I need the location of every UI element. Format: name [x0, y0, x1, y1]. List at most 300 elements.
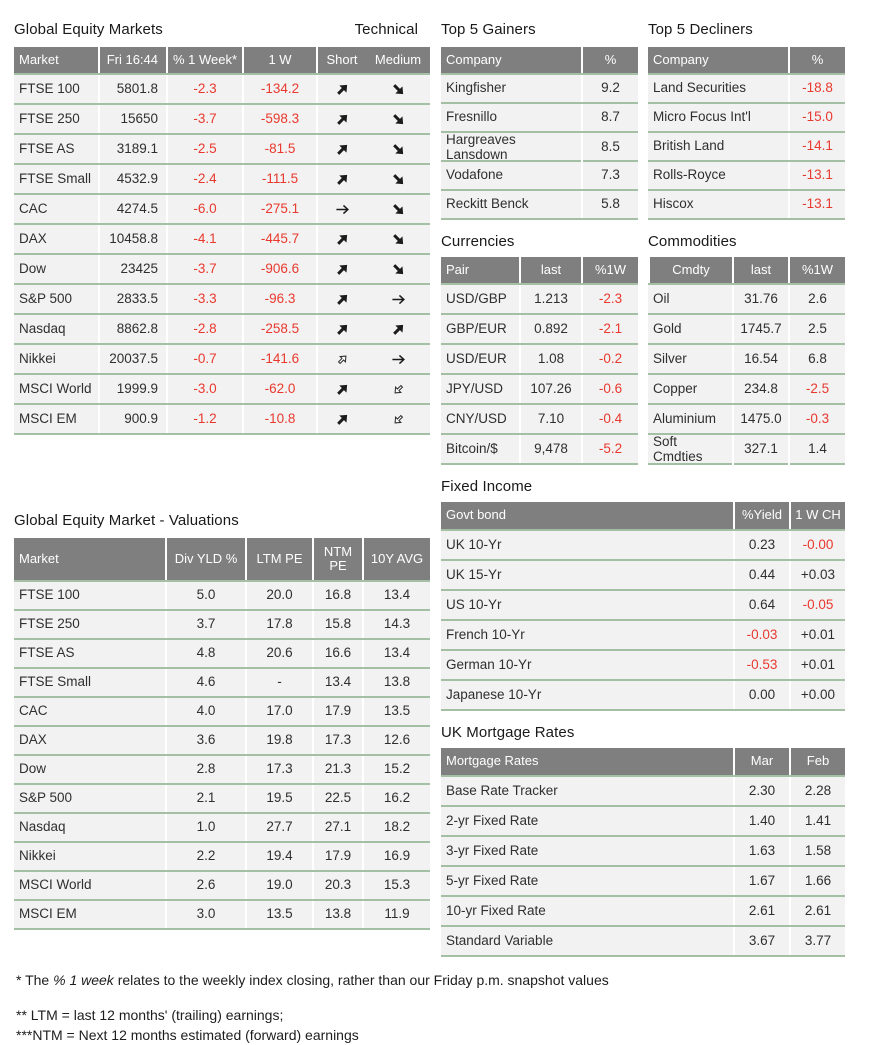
market-label: FTSE 100 — [19, 80, 80, 96]
arrow-up-right-icon — [387, 318, 408, 339]
fixed-income-table-row — [441, 589, 845, 619]
company-label: Micro Focus Int'l — [653, 109, 751, 125]
bond-label: German 10-Yr — [446, 656, 532, 672]
arrow-up-right-icon — [331, 108, 352, 129]
ntm-pe-value: 17.9 — [312, 698, 362, 725]
pct-change-value: -13.1 — [788, 191, 845, 218]
pct-1-week-value: -0.7 — [166, 345, 242, 373]
footnote-1-suffix: relates to the weekly index closing, rather than our Friday p.m. snapshot values — [113, 972, 609, 988]
last-value: 1475.0 — [732, 405, 788, 433]
equity-table-row — [14, 403, 430, 433]
gainers-header-pct: % — [581, 47, 638, 73]
ltm-pe-value: 17.3 — [245, 756, 312, 783]
market-label: DAX — [19, 230, 47, 246]
10y-avg-value: 15.2 — [362, 756, 430, 783]
val-header-ntmpe: NTM PE — [312, 538, 362, 580]
1w-change-value: -141.6 — [242, 345, 316, 373]
decliners-table — [648, 47, 845, 220]
last-value: 9,478 — [519, 435, 581, 463]
ltm-pe-value: 19.0 — [245, 872, 312, 899]
market-label: S&P 500 — [19, 790, 73, 806]
yield-value: 0.64 — [733, 591, 789, 619]
fixed-income-table-row — [441, 619, 845, 649]
decliners-table-row — [648, 189, 845, 218]
medium-term-arrow — [366, 375, 430, 403]
ntm-pe-value: 15.8 — [312, 611, 362, 638]
mar-rate-value: 1.67 — [733, 867, 789, 895]
last-price-value: 2833.5 — [98, 285, 166, 313]
company-label: Fresnillo — [446, 109, 498, 125]
market-label: Dow — [19, 260, 47, 276]
ltm-pe-value: 27.7 — [245, 814, 312, 841]
valuations-table-row — [14, 841, 430, 870]
short-term-arrow — [316, 105, 366, 133]
pct-change-value: 8.7 — [581, 104, 638, 131]
pct-1w-value: 1.4 — [788, 435, 845, 465]
market-label: Dow — [19, 761, 47, 777]
1w-change-value: -445.7 — [242, 225, 316, 253]
mortgage-header-name: Mortgage Rates — [446, 753, 539, 769]
last-value: 16.54 — [732, 345, 788, 373]
commodity-label: Aluminium — [653, 410, 717, 426]
last-price-value: 900.9 — [98, 405, 166, 433]
10y-avg-value: 16.2 — [362, 785, 430, 812]
ntm-pe-value: 22.5 — [312, 785, 362, 812]
commodities-header-pct1w: %1W — [788, 257, 845, 283]
mortgage-header-row — [441, 748, 845, 775]
mortgage-table-row — [441, 865, 845, 895]
commodity-label: Silver — [653, 350, 687, 366]
valuations-table-row — [14, 783, 430, 812]
arrow-up-right-icon — [331, 288, 352, 309]
commodities-table-row — [648, 403, 845, 433]
1w-change-value: -10.8 — [242, 405, 316, 433]
10y-avg-value: 16.9 — [362, 843, 430, 870]
market-label: Nikkei — [19, 848, 56, 864]
commodities-table-row — [648, 343, 845, 373]
currencies-header-last: last — [519, 257, 581, 283]
1w-change-value: -0.00 — [789, 531, 845, 559]
pair-label: USD/GBP — [446, 290, 507, 306]
pct-1-week-value: -1.2 — [166, 405, 242, 433]
arrow-up-right-icon — [331, 408, 352, 429]
short-term-arrow — [316, 375, 366, 403]
footnote-pct-1-week — [16, 971, 845, 990]
short-term-arrow — [316, 255, 366, 283]
div-yield-value: 2.6 — [165, 872, 245, 899]
div-yield-value: 2.8 — [165, 756, 245, 783]
short-term-arrow — [316, 315, 366, 343]
1w-change-value: +0.03 — [789, 561, 845, 589]
mortgage-header-mar: Mar — [733, 748, 789, 775]
pct-change-value: 5.8 — [581, 191, 638, 218]
div-yield-value: 1.0 — [165, 814, 245, 841]
last-price-value: 5801.8 — [98, 75, 166, 103]
val-header-ltmpe: LTM PE — [245, 538, 312, 580]
pct-1-week-value: -2.5 — [166, 135, 242, 163]
gainers-table-row — [441, 131, 638, 160]
last-price-value: 1999.9 — [98, 375, 166, 403]
feb-rate-value: 1.66 — [789, 867, 845, 895]
arrow-right-icon — [391, 292, 406, 307]
10y-avg-value: 13.4 — [362, 582, 430, 609]
valuations-table-row — [14, 580, 430, 609]
pct-1-week-value: -6.0 — [166, 195, 242, 223]
last-price-value: 20037.5 — [98, 345, 166, 373]
decliners-table-row — [648, 160, 845, 189]
medium-term-arrow — [366, 255, 430, 283]
pct-change-value: -14.1 — [788, 133, 845, 160]
commodity-label: Oil — [653, 290, 670, 306]
ltm-pe-value: 19.8 — [245, 727, 312, 754]
market-label: FTSE AS — [19, 645, 75, 661]
valuations-table-row — [14, 725, 430, 754]
10y-avg-value: 15.3 — [362, 872, 430, 899]
fi-header-1wch: 1 W CH — [789, 502, 845, 529]
equity-header-market: Market — [19, 51, 59, 67]
ltm-pe-value: 20.6 — [245, 640, 312, 667]
ltm-pe-value: 17.8 — [245, 611, 312, 638]
yield-value: -0.53 — [733, 651, 789, 679]
commodities-table-row — [648, 313, 845, 343]
10y-avg-value: 13.4 — [362, 640, 430, 667]
market-label: S&P 500 — [19, 290, 73, 306]
feb-rate-value: 3.77 — [789, 927, 845, 955]
company-label: Hiscox — [653, 196, 694, 212]
ntm-pe-value: 17.3 — [312, 727, 362, 754]
market-label: FTSE 250 — [19, 616, 80, 632]
1w-change-value: +0.01 — [789, 621, 845, 649]
gainers-table — [441, 47, 638, 220]
1w-change-value: -62.0 — [242, 375, 316, 403]
div-yield-value: 5.0 — [165, 582, 245, 609]
gainers-table-row — [441, 102, 638, 131]
fixed-income-table-row — [441, 559, 845, 589]
arrow-down-right-icon — [387, 198, 408, 219]
bond-label: Japanese 10-Yr — [446, 686, 542, 702]
decliners-section-title: Top 5 Decliners — [648, 21, 753, 38]
gainers-table-row — [441, 73, 638, 102]
pct-1-week-value: -3.7 — [166, 255, 242, 283]
ntm-pe-value: 16.6 — [312, 640, 362, 667]
last-price-value: 8862.8 — [98, 315, 166, 343]
mortgage-product-label: 5-yr Fixed Rate — [446, 872, 539, 888]
right-column — [441, 47, 845, 957]
bond-label: UK 10-Yr — [446, 536, 502, 552]
10y-avg-value: 18.2 — [362, 814, 430, 841]
last-price-value: 15650 — [98, 105, 166, 133]
market-label: FTSE Small — [19, 170, 92, 186]
gainers-header-row — [441, 47, 638, 73]
arrow-up-right-icon — [331, 138, 352, 159]
mortgage-table-row — [441, 835, 845, 865]
medium-term-arrow — [366, 225, 430, 253]
mar-rate-value: 1.63 — [733, 837, 789, 865]
mar-rate-value: 3.67 — [733, 927, 789, 955]
valuations-table-row — [14, 870, 430, 899]
pct-1w-value: -0.3 — [788, 405, 845, 433]
market-label: CAC — [19, 200, 48, 216]
pair-label: CNY/USD — [446, 410, 507, 426]
valuations-section-title: Global Equity Market - Valuations — [14, 512, 239, 529]
pct-1w-value: -0.2 — [581, 345, 638, 373]
market-label: CAC — [19, 703, 48, 719]
equity-header-1w: 1 W — [242, 47, 316, 73]
arrow-right-icon — [391, 352, 406, 367]
equity-table-row — [14, 253, 430, 283]
commodity-label: Soft Cmdties — [653, 434, 703, 464]
company-label: Reckitt Benck — [446, 196, 529, 212]
equity-header-fri: Fri 16:44 — [98, 47, 166, 73]
currencies-table-row — [441, 343, 638, 373]
short-term-arrow — [316, 75, 366, 103]
ltm-pe-value: 19.4 — [245, 843, 312, 870]
pct-change-value: -18.8 — [788, 75, 845, 102]
decliners-table-row — [648, 131, 845, 160]
fixed-income-table — [441, 502, 845, 711]
currencies-table-row — [441, 283, 638, 313]
ltm-pe-value: 20.0 — [245, 582, 312, 609]
ltm-pe-value: - — [245, 669, 312, 696]
pct-1w-value: 2.5 — [788, 315, 845, 343]
feb-rate-value: 2.61 — [789, 897, 845, 925]
equity-header-row — [14, 47, 430, 73]
arrow-up-right-icon — [331, 318, 352, 339]
medium-term-arrow — [366, 165, 430, 193]
div-yield-value: 2.1 — [165, 785, 245, 812]
left-column — [14, 47, 430, 930]
market-label: MSCI EM — [19, 410, 77, 426]
gainers-table-row — [441, 160, 638, 189]
arrow-up-right-icon — [331, 228, 352, 249]
currencies-table-row — [441, 373, 638, 403]
arrow-down-right-icon — [387, 138, 408, 159]
market-label: MSCI World — [19, 877, 92, 893]
footnotes — [14, 971, 845, 1045]
1w-change-value: -111.5 — [242, 165, 316, 193]
arrow-down-right-icon — [387, 78, 408, 99]
medium-term-arrow — [366, 195, 430, 223]
commodities-header-cmdty: Cmdty — [648, 257, 732, 283]
1w-change-value: -906.6 — [242, 255, 316, 283]
arrow-right-icon — [335, 202, 350, 217]
last-value: 234.8 — [732, 375, 788, 403]
equity-header-pct1week: % 1 Week* — [166, 47, 242, 73]
10y-avg-value: 13.8 — [362, 669, 430, 696]
commodities-table — [648, 257, 845, 465]
mortgage-table-row — [441, 895, 845, 925]
decliners-table-row — [648, 102, 845, 131]
currencies-header-pair: Pair — [446, 261, 470, 277]
arrow-down-right-icon — [387, 258, 408, 279]
short-term-arrow — [316, 135, 366, 163]
1w-change-value: -96.3 — [242, 285, 316, 313]
short-term-arrow — [316, 405, 366, 433]
valuations-table-row — [14, 638, 430, 667]
company-label: Hargreaves Lansdown — [446, 132, 516, 162]
fi-header-govtbond: Govt bond — [446, 507, 506, 523]
market-label: FTSE Small — [19, 674, 92, 690]
company-label: Vodafone — [446, 167, 504, 183]
market-label: Nasdaq — [19, 819, 66, 835]
pct-1w-value: -0.4 — [581, 405, 638, 433]
market-label: FTSE AS — [19, 140, 75, 156]
arrow-down-left-hollow-icon — [390, 381, 406, 397]
footnote-ltm-ntm — [16, 1005, 845, 1045]
mortgage-product-label: 2-yr Fixed Rate — [446, 812, 539, 828]
pct-1-week-value: -2.4 — [166, 165, 242, 193]
company-label: Land Securities — [653, 80, 747, 96]
valuations-table — [14, 538, 430, 930]
last-value: 0.892 — [519, 315, 581, 343]
decliners-header-row — [648, 47, 845, 73]
div-yield-value: 4.8 — [165, 640, 245, 667]
pct-1w-value: -2.3 — [581, 285, 638, 313]
1w-change-value: -258.5 — [242, 315, 316, 343]
equity-table-row — [14, 223, 430, 253]
commodities-section-title: Commodities — [648, 233, 737, 250]
pct-1w-value: -2.5 — [788, 375, 845, 403]
pct-1w-value: -2.1 — [581, 315, 638, 343]
pct-1-week-value: -3.3 — [166, 285, 242, 313]
mortgage-table — [441, 748, 845, 957]
pct-1w-value: 2.6 — [788, 285, 845, 313]
valuations-table-row — [14, 696, 430, 725]
val-header-divyld: Div YLD % — [165, 538, 245, 580]
last-value: 107.26 — [519, 375, 581, 403]
pct-change-value: -15.0 — [788, 104, 845, 131]
last-value: 1.213 — [519, 285, 581, 313]
yield-value: 0.44 — [733, 561, 789, 589]
market-label: MSCI EM — [19, 906, 77, 922]
div-yield-value: 4.6 — [165, 669, 245, 696]
1w-change-value: -81.5 — [242, 135, 316, 163]
equity-table-row — [14, 73, 430, 103]
valuations-table-row — [14, 899, 430, 928]
div-yield-value: 3.0 — [165, 901, 245, 928]
ntm-pe-value: 20.3 — [312, 872, 362, 899]
arrow-down-right-icon — [387, 228, 408, 249]
mortgage-product-label: Standard Variable — [446, 932, 554, 948]
arrow-up-right-icon — [331, 168, 352, 189]
footnote-1-prefix: * The — [16, 972, 54, 988]
short-term-arrow — [316, 285, 366, 313]
medium-term-arrow — [366, 105, 430, 133]
pct-1-week-value: -2.3 — [166, 75, 242, 103]
10y-avg-value: 12.6 — [362, 727, 430, 754]
div-yield-value: 3.6 — [165, 727, 245, 754]
valuations-table-row — [14, 667, 430, 696]
arrow-up-right-icon — [331, 378, 352, 399]
mortgage-product-label: 10-yr Fixed Rate — [446, 902, 546, 918]
medium-term-arrow — [366, 135, 430, 163]
currencies-header-row — [441, 257, 638, 283]
commodity-label: Gold — [653, 320, 682, 336]
arrow-down-right-icon — [387, 108, 408, 129]
market-label: MSCI World — [19, 380, 92, 396]
last-value: 31.76 — [732, 285, 788, 313]
ntm-pe-value: 16.8 — [312, 582, 362, 609]
last-price-value: 3189.1 — [98, 135, 166, 163]
footnote-ntm: ***NTM = Next 12 months estimated (forward) earnings — [16, 1027, 359, 1043]
pair-label: USD/EUR — [446, 350, 507, 366]
medium-term-arrow — [366, 405, 430, 433]
medium-term-arrow — [366, 315, 430, 343]
ntm-pe-value: 13.4 — [312, 669, 362, 696]
10y-avg-value: 14.3 — [362, 611, 430, 638]
fixed-income-section-title: Fixed Income — [441, 478, 533, 495]
mortgage-product-label: Base Rate Tracker — [446, 782, 558, 798]
equity-header-short: Short — [316, 47, 366, 73]
mortgage-section-title: UK Mortgage Rates — [441, 724, 575, 741]
ntm-pe-value: 21.3 — [312, 756, 362, 783]
pair-label: Bitcoin/$ — [446, 440, 498, 456]
currencies-section-title: Currencies — [441, 233, 515, 250]
last-value: 1745.7 — [732, 315, 788, 343]
company-label: Kingfisher — [446, 80, 507, 96]
valuations-table-row — [14, 754, 430, 783]
pair-label: JPY/USD — [446, 380, 504, 396]
medium-term-arrow — [366, 285, 430, 313]
10y-avg-value: 11.9 — [362, 901, 430, 928]
decliners-table-row — [648, 73, 845, 102]
last-value: 7.10 — [519, 405, 581, 433]
feb-rate-value: 1.58 — [789, 837, 845, 865]
commodities-table-row — [648, 283, 845, 313]
bond-label: UK 15-Yr — [446, 566, 502, 582]
1w-change-value: +0.01 — [789, 651, 845, 679]
market-label: Nikkei — [19, 350, 56, 366]
mortgage-table-row — [441, 775, 845, 805]
div-yield-value: 3.7 — [165, 611, 245, 638]
decliners-header-pct: % — [788, 47, 845, 73]
fi-header-yield: %Yield — [733, 502, 789, 529]
arrow-up-right-hollow-icon — [334, 351, 350, 367]
short-term-arrow — [316, 165, 366, 193]
val-header-10yavg: 10Y AVG — [362, 538, 430, 580]
1w-change-value: -134.2 — [242, 75, 316, 103]
equity-table-row — [14, 103, 430, 133]
feb-rate-value: 1.41 — [789, 807, 845, 835]
currencies-table-row — [441, 433, 638, 463]
mortgage-header-feb: Feb — [789, 748, 845, 775]
1w-change-value: +0.00 — [789, 681, 845, 709]
last-value: 327.1 — [732, 435, 788, 465]
mar-rate-value: 1.40 — [733, 807, 789, 835]
commodities-table-row — [648, 433, 845, 463]
equity-section-title: Global Equity Markets — [14, 21, 163, 38]
pct-1-week-value: -2.8 — [166, 315, 242, 343]
arrow-down-right-icon — [387, 168, 408, 189]
market-label: FTSE 250 — [19, 110, 80, 126]
mortgage-table-row — [441, 805, 845, 835]
last-price-value: 4532.9 — [98, 165, 166, 193]
pct-change-value: 9.2 — [581, 75, 638, 102]
currencies-table — [441, 257, 638, 465]
short-term-arrow — [316, 195, 366, 223]
pct-1w-value: -5.2 — [581, 435, 638, 463]
yield-value: 0.23 — [733, 531, 789, 559]
decliners-header-company: Company — [653, 51, 709, 67]
short-term-arrow — [316, 225, 366, 253]
commodities-table-row — [648, 373, 845, 403]
pct-1-week-value: -4.1 — [166, 225, 242, 253]
div-yield-value: 4.0 — [165, 698, 245, 725]
commodities-header-row — [648, 257, 845, 283]
yield-value: 0.00 — [733, 681, 789, 709]
10y-avg-value: 13.5 — [362, 698, 430, 725]
currencies-table-row — [441, 313, 638, 343]
